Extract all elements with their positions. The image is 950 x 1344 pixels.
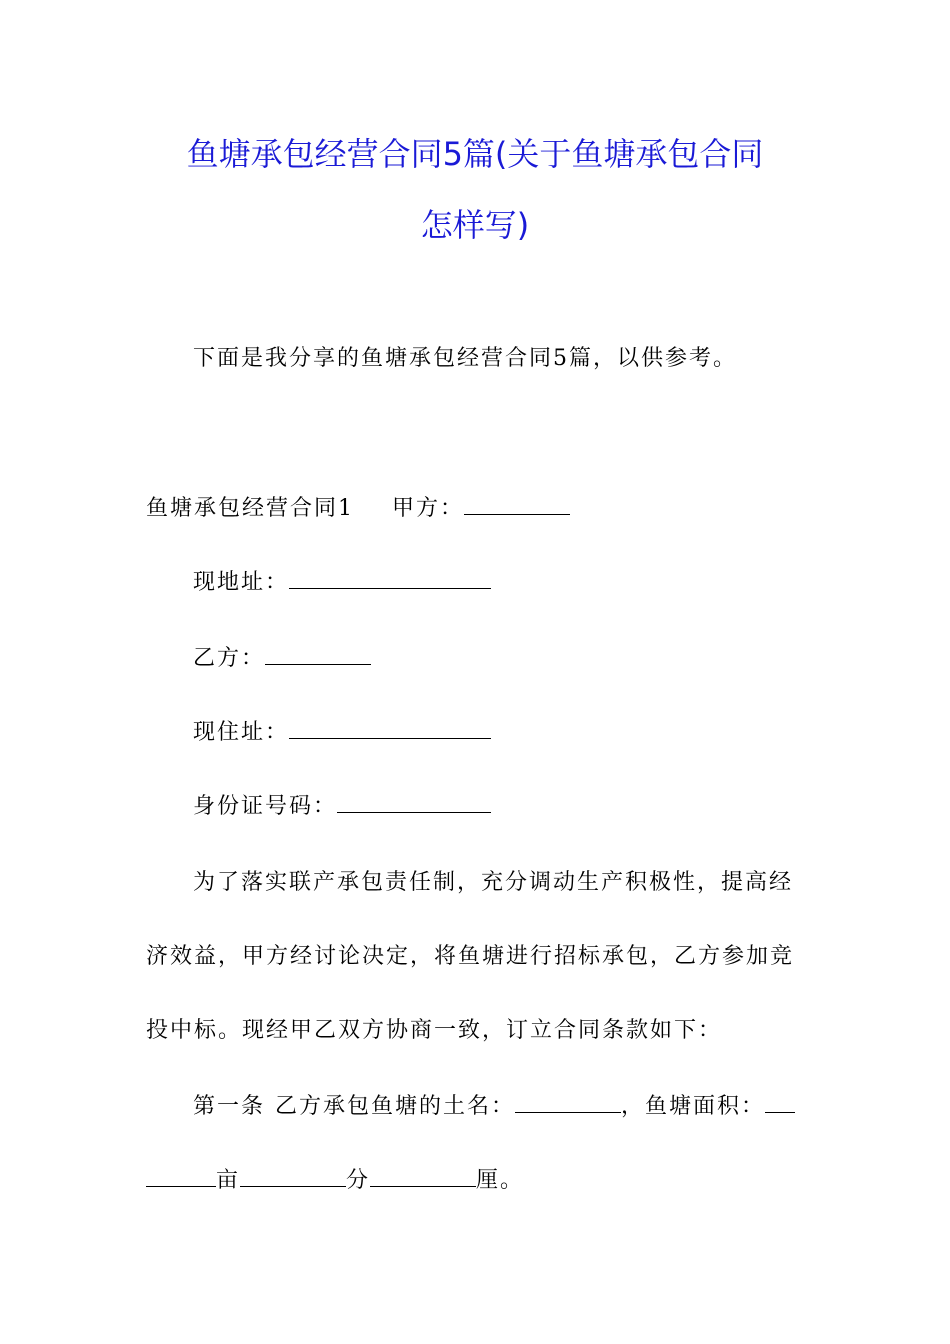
unit-li: 厘。	[476, 1168, 525, 1193]
pond-area-blank-start[interactable]	[765, 1096, 795, 1113]
article-1-line-1	[193, 1092, 795, 1122]
id-number-label: 身份证号码：	[193, 794, 338, 819]
paragraph-1-line-2: 济效益，甲方经讨论决定，将鱼塘进行招标承包，乙方参加竞	[146, 944, 795, 969]
pond-area-blank-end[interactable]	[146, 1170, 216, 1187]
current-address-label: 现地址：	[193, 570, 290, 595]
current-address-row	[193, 568, 491, 598]
party-b-label: 乙方：	[193, 646, 266, 671]
id-number-row	[193, 792, 491, 822]
pond-name-blank[interactable]	[515, 1096, 621, 1113]
paragraph-1-line-3: 投中标。现经甲乙双方协商一致，订立合同条款如下：	[146, 1018, 723, 1043]
residence-row	[193, 718, 491, 748]
article-1-line-2	[146, 1166, 524, 1196]
intro-paragraph: 下面是我分享的鱼塘承包经营合同5篇，以供参考。	[193, 346, 737, 371]
article-1-prefix: 第一条	[193, 1094, 266, 1119]
party-b-blank[interactable]	[265, 648, 371, 665]
document-title-line-2: 怎样写)	[420, 206, 530, 244]
id-number-blank[interactable]	[337, 796, 491, 813]
document-title-line-1: 鱼塘承包经营合同5篇(关于鱼塘承包合同	[186, 135, 764, 173]
residence-blank[interactable]	[289, 722, 491, 739]
paragraph-1-line-1: 为了落实联产承包责任制，充分调动生产积极性，提高经	[193, 870, 794, 895]
party-a-label: 甲方：	[392, 496, 465, 521]
residence-label: 现住址：	[193, 720, 290, 745]
article-1-text: 乙方承包鱼塘的土名：	[275, 1094, 516, 1119]
section-heading: 鱼塘承包经营合同1	[146, 496, 354, 521]
unit-mu: 亩	[216, 1168, 241, 1193]
unit-fen: 分	[346, 1168, 371, 1193]
party-b-row	[193, 644, 371, 674]
article-1-area-label: ，鱼塘面积：	[621, 1094, 766, 1119]
li-blank[interactable]	[370, 1170, 476, 1187]
fen-blank[interactable]	[240, 1170, 346, 1187]
current-address-blank[interactable]	[289, 572, 491, 589]
party-a-blank[interactable]	[464, 498, 570, 515]
section-heading-row	[146, 494, 570, 524]
